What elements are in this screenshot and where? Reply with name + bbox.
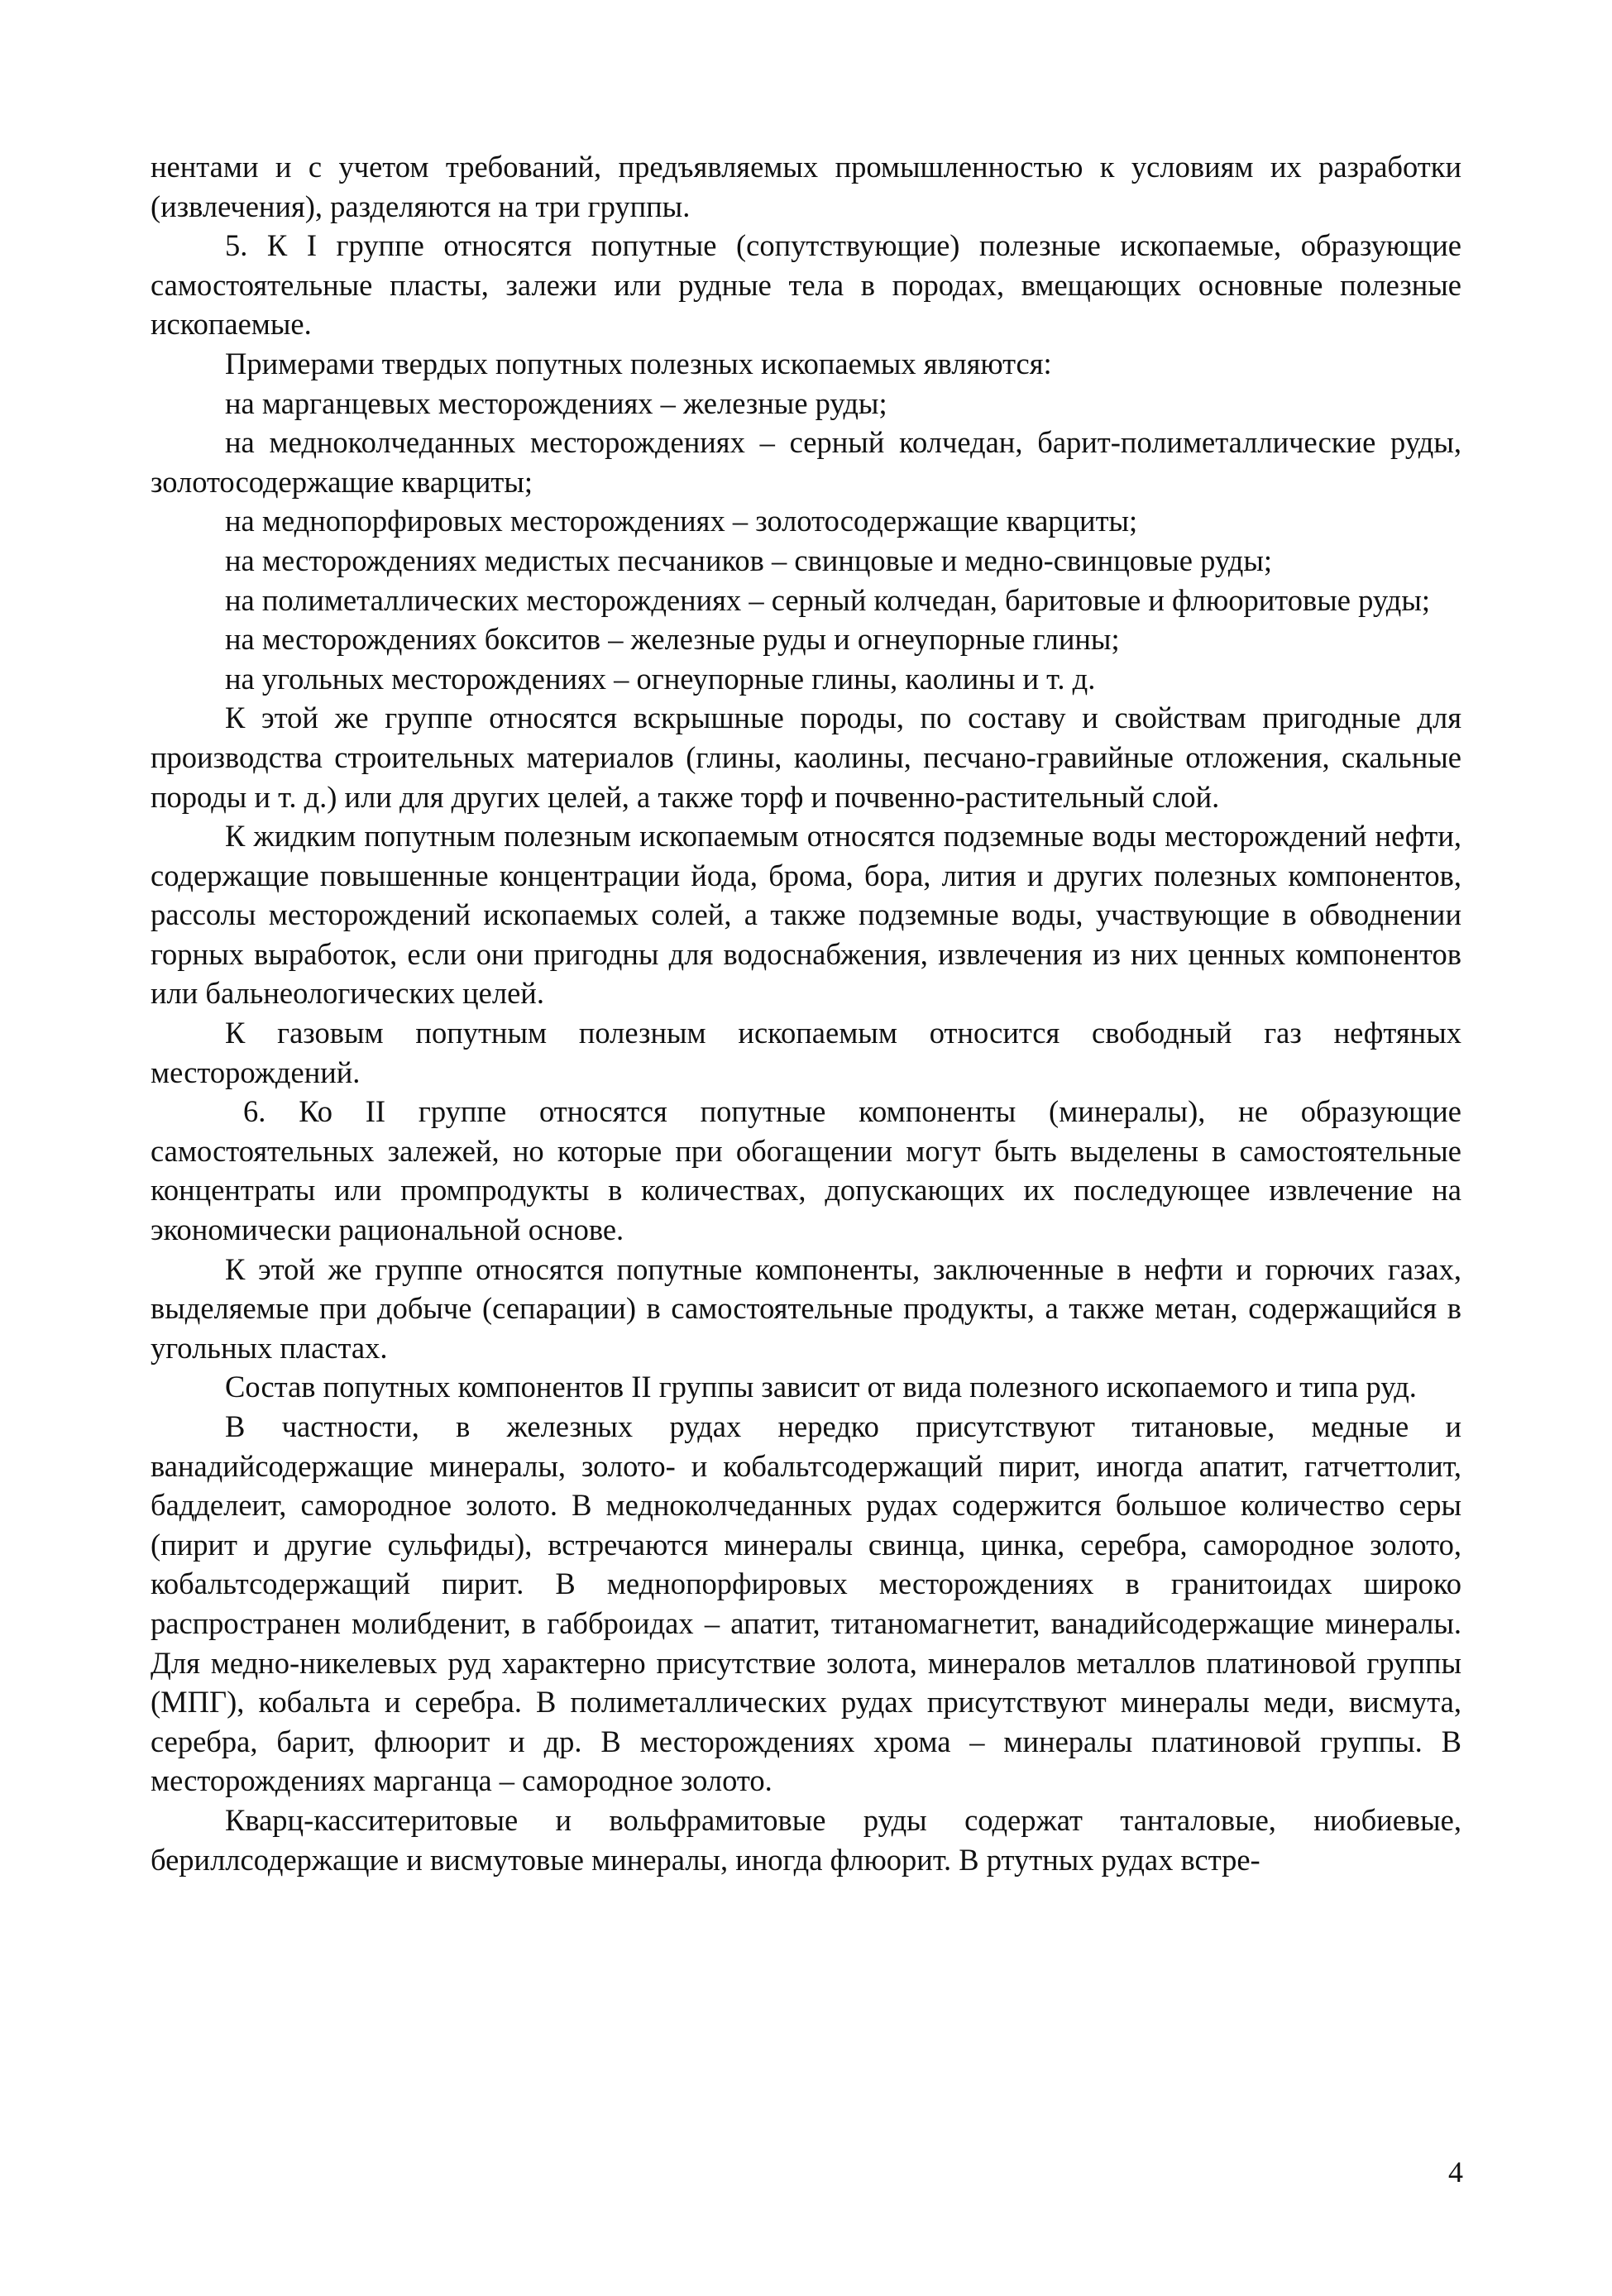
paragraph-item-5: 5. К I группе относятся попутные (сопутствующие) полезные ископаемые, образующие самостоятельные пласты, залежи или рудные тела в породах, вмещающих основные полезные ископаемые. [151, 228, 1461, 342]
example-coal: на угольных месторождениях – огнеупорные глины, каолины и т. д. [225, 661, 1096, 696]
paragraph-oil-gas: К этой же группе относятся попутные компоненты, заключенные в нефти и горючих газах, выделяемые при добыче (сепарации) в самостоятельные продукты, а также метан, содержащийся в угольных пластах. [151, 1251, 1461, 1365]
example-bauxite: на месторождениях бокситов – железные руды и огнеупорные глины; [225, 622, 1120, 657]
example-copper-porphyry: на меднопорфировых месторождениях – золотосодержащие кварциты; [225, 504, 1138, 538]
example-polymetallic: на полиметаллических месторождениях – серный колчедан, баритовые и флюоритовые руды; [225, 582, 1431, 617]
example-cupriferous-sandstone: на месторождениях медистых песчаников – свинцовые и медно-свинцовые руды; [225, 543, 1273, 577]
paragraph-composition: Состав попутных компонентов II группы зависит от вида полезного ископаемого и типа руд. [225, 1370, 1417, 1404]
paragraph-overburden: К этой же группе относятся вскрышные породы, по составу и свойствам пригодные для производства строительных материалов (глины, каолины, песчано-гравийные отложения, скальные породы и т. д.) или для других целей, а также торф и почвенно-растительный слой. [151, 701, 1461, 814]
paragraph-details: В частности, в железных рудах нередко присутствуют титановые, медные и ванадийсодержащие минералы, золото- и кобальтсодержащий пирит, иногда апатит, гатчеттолит, бадделеит, самородное золото. В медноколчеданных рудах содержится большое количество серы (пирит и другие сульфиды), встречаются минералы свинца, цинка, серебра, самородное золото, кобальтсодержащий пирит. В меднопорфировых месторождениях в гранитоидах широко распространен молибденит, в габброидах – апатит, титаномагнетит, ванадийсодержащие минералы. Для медно-никелевых руд характерно присутствие золота, минералов металлов платиновой группы (МПГ), кобальта и серебра. В полиметаллических рудах присутствуют минералы меди, висмута, серебра, барит, флюорит и др. В месторождениях хрома – минералы платиновой группы. В месторождениях марганца – самородное золото. [151, 1409, 1461, 1798]
paragraph-examples-intro: Примерами твердых попутных полезных ископаемых являются: [225, 346, 1052, 380]
paragraph-item-6: 6. Ко II группе относятся попутные компоненты (минералы), не образующие самостоятельных залежей, но которые при обогащении могут быть выделены в самостоятельные концентраты или промпродукты в количествах, допускающих их последующее извлечение на экономически рациональной основе. [151, 1094, 1461, 1247]
example-copper-pyrite: на медноколчеданных месторождениях – серный колчедан, барит-полиметаллические руды, золотосодержащие кварциты; [151, 425, 1461, 499]
paragraph-gas: К газовым попутным полезным ископаемым относится свободный газ нефтяных месторождений. [151, 1016, 1461, 1089]
paragraph-continuation: нентами и с учетом требований, предъявляемых промышленностью к условиям их разработки (извлечения), разделяются на три группы. [151, 150, 1461, 223]
paragraph-liquid: К жидким попутным полезным ископаемым относятся подземные воды месторождений нефти, содержащие повышенные концентрации йода, брома, бора, лития и других полезных компонентов, рассолы месторождений ископаемых солей, а также подземные воды, участвующие в обводнении горных выработок, если они пригодны для водоснабжения, извлечения из них ценных компонентов или бальнеологических целей. [151, 819, 1461, 1011]
paragraph-quartz: Кварц-касситеритовые и вольфрамитовые руды содержат танталовые, ниобиевые, бериллсодержащие и висмутовые минералы, иногда флюорит. В ртутных рудах встре- [151, 1802, 1461, 1877]
page-number: 4 [1448, 2155, 1463, 2188]
document-body [151, 147, 1461, 1879]
example-manganese: на марганцевых месторождениях – железные руды; [225, 385, 887, 420]
